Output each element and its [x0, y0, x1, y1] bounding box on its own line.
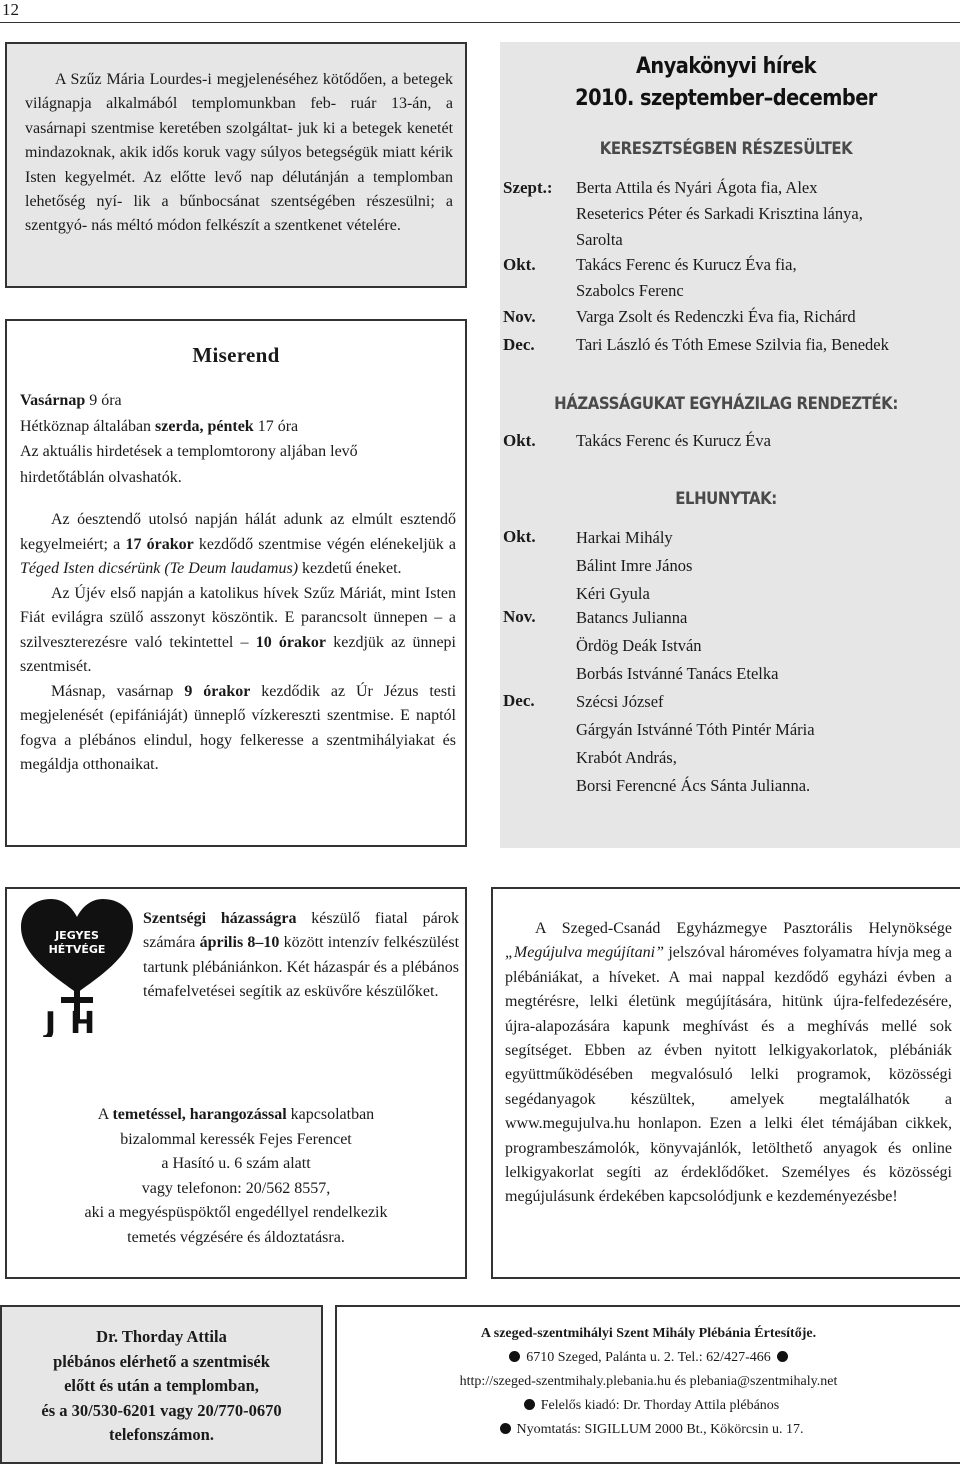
bullet-icon [500, 1423, 511, 1434]
mass-body [20, 388, 456, 778]
imprint-box [335, 1305, 960, 1464]
death-heading: ELHUNYTAK: [675, 489, 777, 509]
bullet-icon [777, 1351, 788, 1362]
intro-paragraph: A Szűz Mária Lourdes-i megjelenéséhez kötődően, a betegek világnapja alkalmából templomunkban feb- ruár 13-án, a vasárnapi szentmise keretében szolgáltat- juk ki a betegek kenetét mindazoknak, akik idős koruk vagy súlyos betegségük miatt kérik Isten kegyelmét. Az előtte levő nap délutánján a templomban lehetőség nyí- lik a bűnbocsánat szentségében részesülni; a szentgyó- nás méltó módon felkészít a szentkenet vételére. [25, 71, 454, 235]
engaged-weekend-text: Szentségi házasságra készülő fiatal párok számára április 8–10 között intenzív felkészülést tartunk plébániánkon. Két házaspár és a plébános témafelvetései segítik az esküvőre készülőket. [143, 910, 460, 1001]
jegyes-hetvege-logo [15, 897, 139, 1037]
registry-section: Anyakönyvi hírek 2010. szeptember–december KERESZTSÉGBEN RÉSZESÜLTEK Szept.: Berta Attila és Nyári Ágota fia, Alex Reseterics Péter és Sarkadi Krisztina lánya, Sarolta Okt. Takács Ferenc és Kurucz Éva fia, Szabolcs Ferenc Nov. Varga Zsolt és Redenczki Éva fia, Richárd Dec. Tari László és Tóth Emese Szilvia fia, Benedek HÁZASSÁGUKAT EGYHÁZILAG RENDEZTÉK: Okt. Takács Ferenc és Kurucz Éva ELHUNYTAK: Okt. Harkai Mihály Bálint Imre János Kéri Gyula Nov. Batancs Julianna Ördög Deák István Borbás Istvánné Tanács Etelka Dec. Szécsi József Gárgyán Istvánné Tóth Pintér Mária Krabót András, Borsi Ferencné Ács Sánta Julianna. [500, 42, 960, 848]
priest-contact-box [0, 1305, 323, 1464]
intro-box [5, 42, 467, 288]
imprint-web: http://szeged-szentmihaly.plebania.hu és plebania@szentmihaly.net [459, 1374, 838, 1389]
pastoral-paragraph: A Szeged-Csanád Egyházmegye Pasztorális Helynöksége „Megújulva megújítani” jelszóval hároméves folyamatra hívja meg a plébániákat, a híveket. A mai nappal kezdődő egyházi évben a megtérésre, lelki életünk megújítására, hitünk újra-felfedezésére, újra-alapozására kapunk meghívást és a meghívás mellé sok segítséget. Ebben az évben nyitott lelkigyakorlatok, plébániák együttműködésében megvalósuló lelki programok, közösségi segédanyagok készültek, amelyek megtalálhatók a www.megujulva.hu honlapon. Ezen a lelki élet témájában cikkek, programbeszámolók, könyvajánlók, letölthető anyagok és online lelkigyakorlat segíti az érdeklődőket. Személyes és közösségi megújulásunk érdekében kapcsolódjunk e kezdeményezésbe! [505, 920, 953, 1206]
imprint-printer: Nyomtatás: SIGILLUM 2000 Bt., Kökörcsin u. 17. [337, 1418, 960, 1442]
page-number: 12 [2, 0, 19, 19]
registry-period: 2010. szeptember–december [575, 86, 877, 111]
priest-name: Dr. Thorday Attila [96, 1327, 227, 1346]
registry-title: Anyakönyvi hírek [635, 54, 817, 79]
sunday-line: Vasárnap 9 óra [20, 392, 122, 409]
weekday-line: Hétköznap általában szerda, péntek 17 óra [20, 417, 299, 435]
logo-line-1: JEGYES [55, 929, 99, 942]
imprint-address: 6710 Szeged, Palánta u. 2. Tel.: 62/427-466 [337, 1346, 960, 1370]
engaged-weekend-box [5, 887, 467, 1279]
contact-line: plébános elérhető a szentmisék [53, 1351, 270, 1371]
bullet-icon [509, 1351, 520, 1362]
new-year-paragraph: Az Újév első napján a katolikus hívek Szűz Máriát, mint Isten Fiát evilágra szülő asszonyt köszöntik. E parancsolt ünnepen – a szilveszterezésre való tekintettel – 10 órakor kezdjük az ünnepi szentmisét. [20, 584, 456, 675]
imprint-title: A szeged-szentmihályi Szent Mihály Plébánia Értesítője. [480, 1326, 817, 1341]
nye-paragraph: Az óesztendő utolsó napján hálát adunk az elmúlt esztendő kegyelmeiért; a 17 órakor kezdődő szentmise végén elénekeljük a Téged Isten dicsérünk (Te Deum laudamus) kezdetű éneket. [20, 511, 457, 577]
imprint-publisher: Felelős kiadó: Dr. Thorday Attila plébános [337, 1394, 960, 1418]
bullet-icon [524, 1399, 535, 1410]
top-rule [0, 22, 960, 23]
contact-phones: és a 30/530-6201 vagy 20/770-0670 [41, 1400, 282, 1420]
epiphany-paragraph: Másnap, vasárnap 9 órakor kezdődik az Úr Jézus testi megjelenését (epifániáját) ünneplő vízkereszti szentmise. E naptól fogva a plébános elindul, hogy felkeresse a szentmihályiakat és megáldja otthonaikat. [20, 682, 457, 773]
mass-schedule-box [5, 319, 467, 847]
contact-line: telefonszámon. [109, 1425, 214, 1444]
heart-icon [15, 897, 139, 1037]
marriage-heading: HÁZASSÁGUKAT EGYHÁZILAG RENDEZTÉK: [554, 394, 898, 414]
notice-line-2: hirdetőtáblán olvashatók. [20, 468, 182, 486]
mass-heading: Miserend [192, 343, 280, 367]
funeral-notice: A temetéssel, harangozással kapcsolatban bizalommal keressék Fejes Ferencet a Hasító u. 6 szám alatt vagy telefonon: 20/562 8557, aki a megyéspüspöktől engedéllyel rendelkezik temetés végzésére és áldoztatásra. [84, 1106, 388, 1246]
contact-line: előtt és után a templomban, [64, 1376, 259, 1395]
notice-line: Az aktuális hirdetések a templomtorony aljában levő [20, 443, 358, 460]
logo-line-2: HÉTVÉGE [48, 943, 106, 956]
baptism-heading: KERESZTSÉGBEN RÉSZESÜLTEK [599, 139, 853, 159]
logo-letters: JH [44, 1006, 110, 1037]
pastoral-notice-box [491, 887, 960, 1279]
